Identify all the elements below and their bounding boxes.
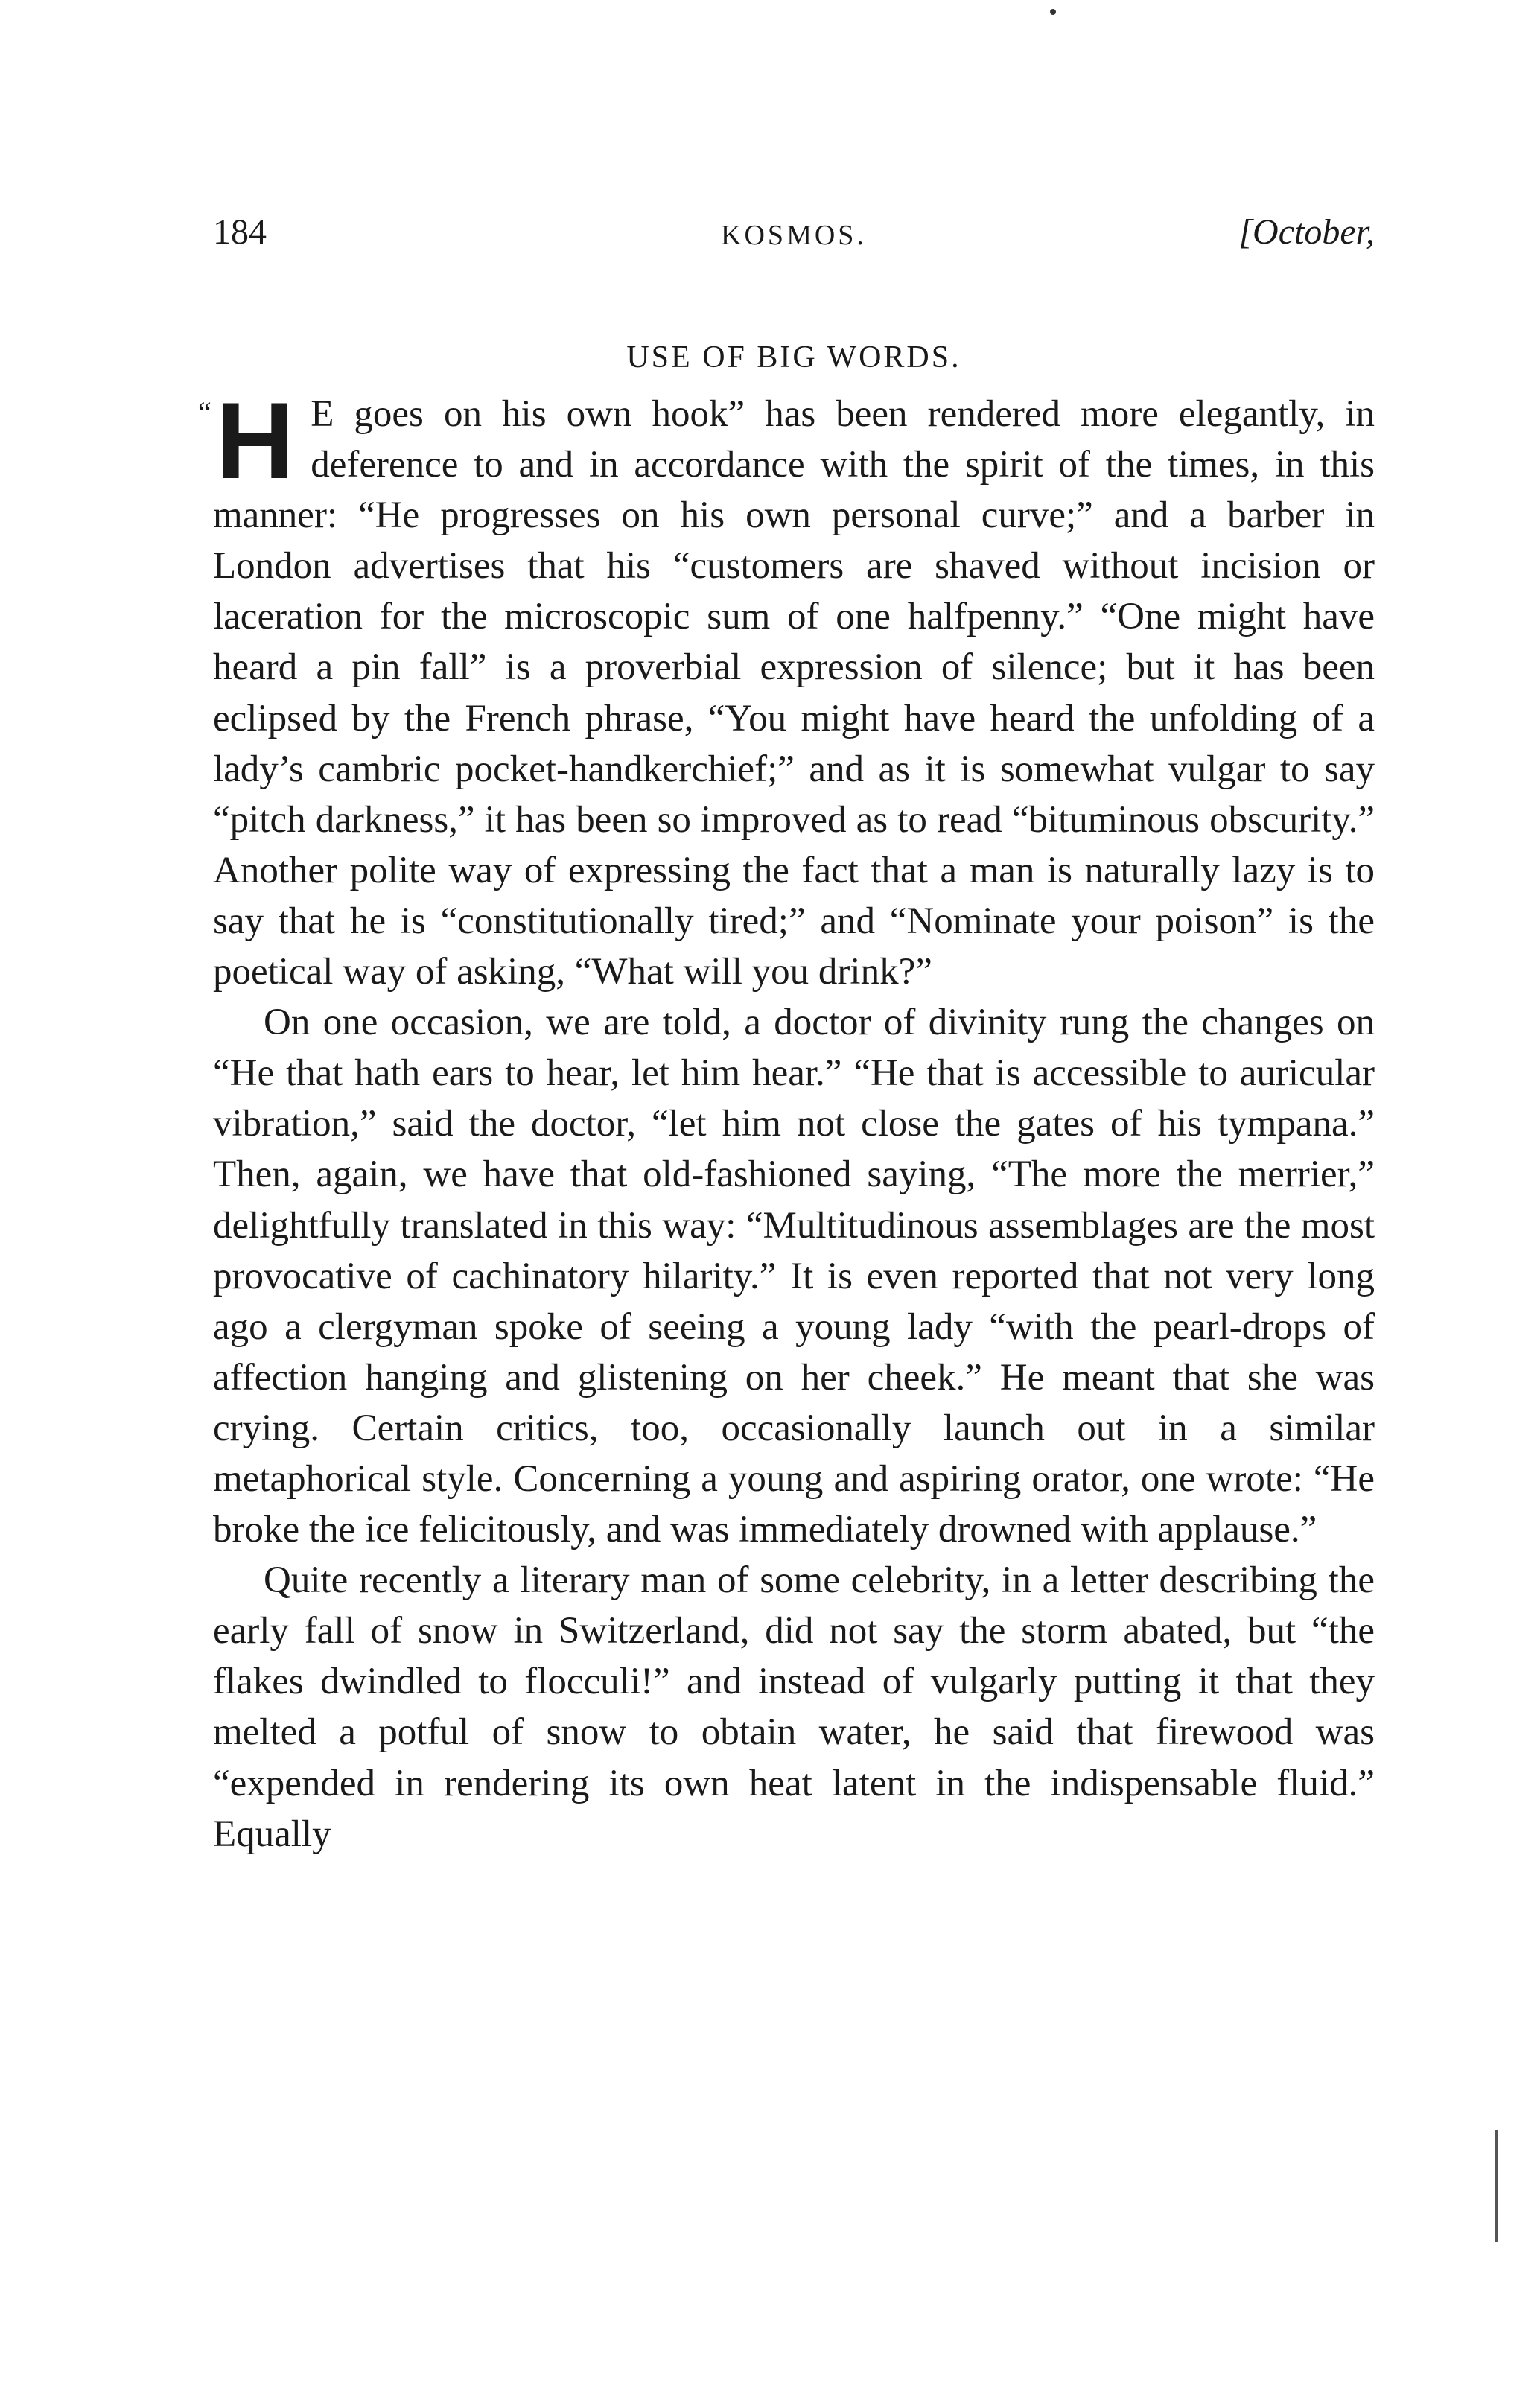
opening-quote: “: [198, 395, 211, 429]
journal-title: KOSMOS.: [721, 220, 867, 251]
article-body: [198, 380, 1375, 1859]
page-number: 184: [213, 212, 267, 252]
running-head-month: [October,: [1238, 212, 1375, 252]
running-head: [213, 210, 1375, 255]
ink-speck: [1050, 9, 1056, 15]
paragraph-2: On one occasion, we are told, a doctor of divinity rung the changes on “He that hath ears to hear, let him hear.” “He that is accessible to auricular vibration,” said the doctor, “let him not close the gates of his tympana.” Then, again, we have that old-fashioned saying, “The more the merrier,” delightfully translated in this way: “Multitudinous assemblages are the most provocative of cachinatory hilarity.” It is even reported that not very long ago a clergyman spoke of seeing a young lady “with the pearl-drops of affection hanging and glistening on her cheek.” He meant that she was crying. Certain critics, too, occasionally launch out in a similar metaphorical style. Concerning a young and aspiring orator, one wrote: “He broke the ice felicitously, and was immediately drowned with applause.”: [213, 1002, 1375, 1551]
margin-line: [1495, 2130, 1498, 2242]
paragraph-3: Quite recently a literary man of some celebrity, in a letter describing the early fall of snow in Switzerland, did not say the storm abated, but “the flakes dwindled to flocculi!” and instead of vulgarly putting it that they melted a potful of snow to obtain water, he said that firewood was “expended in rendering its own heat latent in the indispensable fluid.” Equally: [213, 1559, 1375, 1855]
paragraph-1-text: E goes on his own hook” has been rendered more elegantly, in deference to and in accordance with the spirit of the times, in this manner: “He progresses on his own personal curve;” and a barber in London advertises that his “customers are shaved without incision or laceration for the microscopic sum of one halfpenny.” “One might have heard a pin fall” is a proverbial expression of silence; but it has been eclipsed by the French phrase, “You might have heard the unfolding of a lady’s cambric pocket-handkerchief;” and as it is somewhat vulgar to say “pitch darkness,” it has been so improved as to read “bituminous obscurity.” Another polite way of expressing the fact that a man is naturally lazy is to say that he is “constitutionally tired;” and “Nominate your poison” is the poetical way of asking, “What will you drink?”: [213, 393, 1375, 993]
paragraph-1: [198, 380, 1375, 997]
article-title: USE OF BIG WORDS.: [626, 340, 961, 375]
drop-cap: H: [215, 380, 295, 501]
